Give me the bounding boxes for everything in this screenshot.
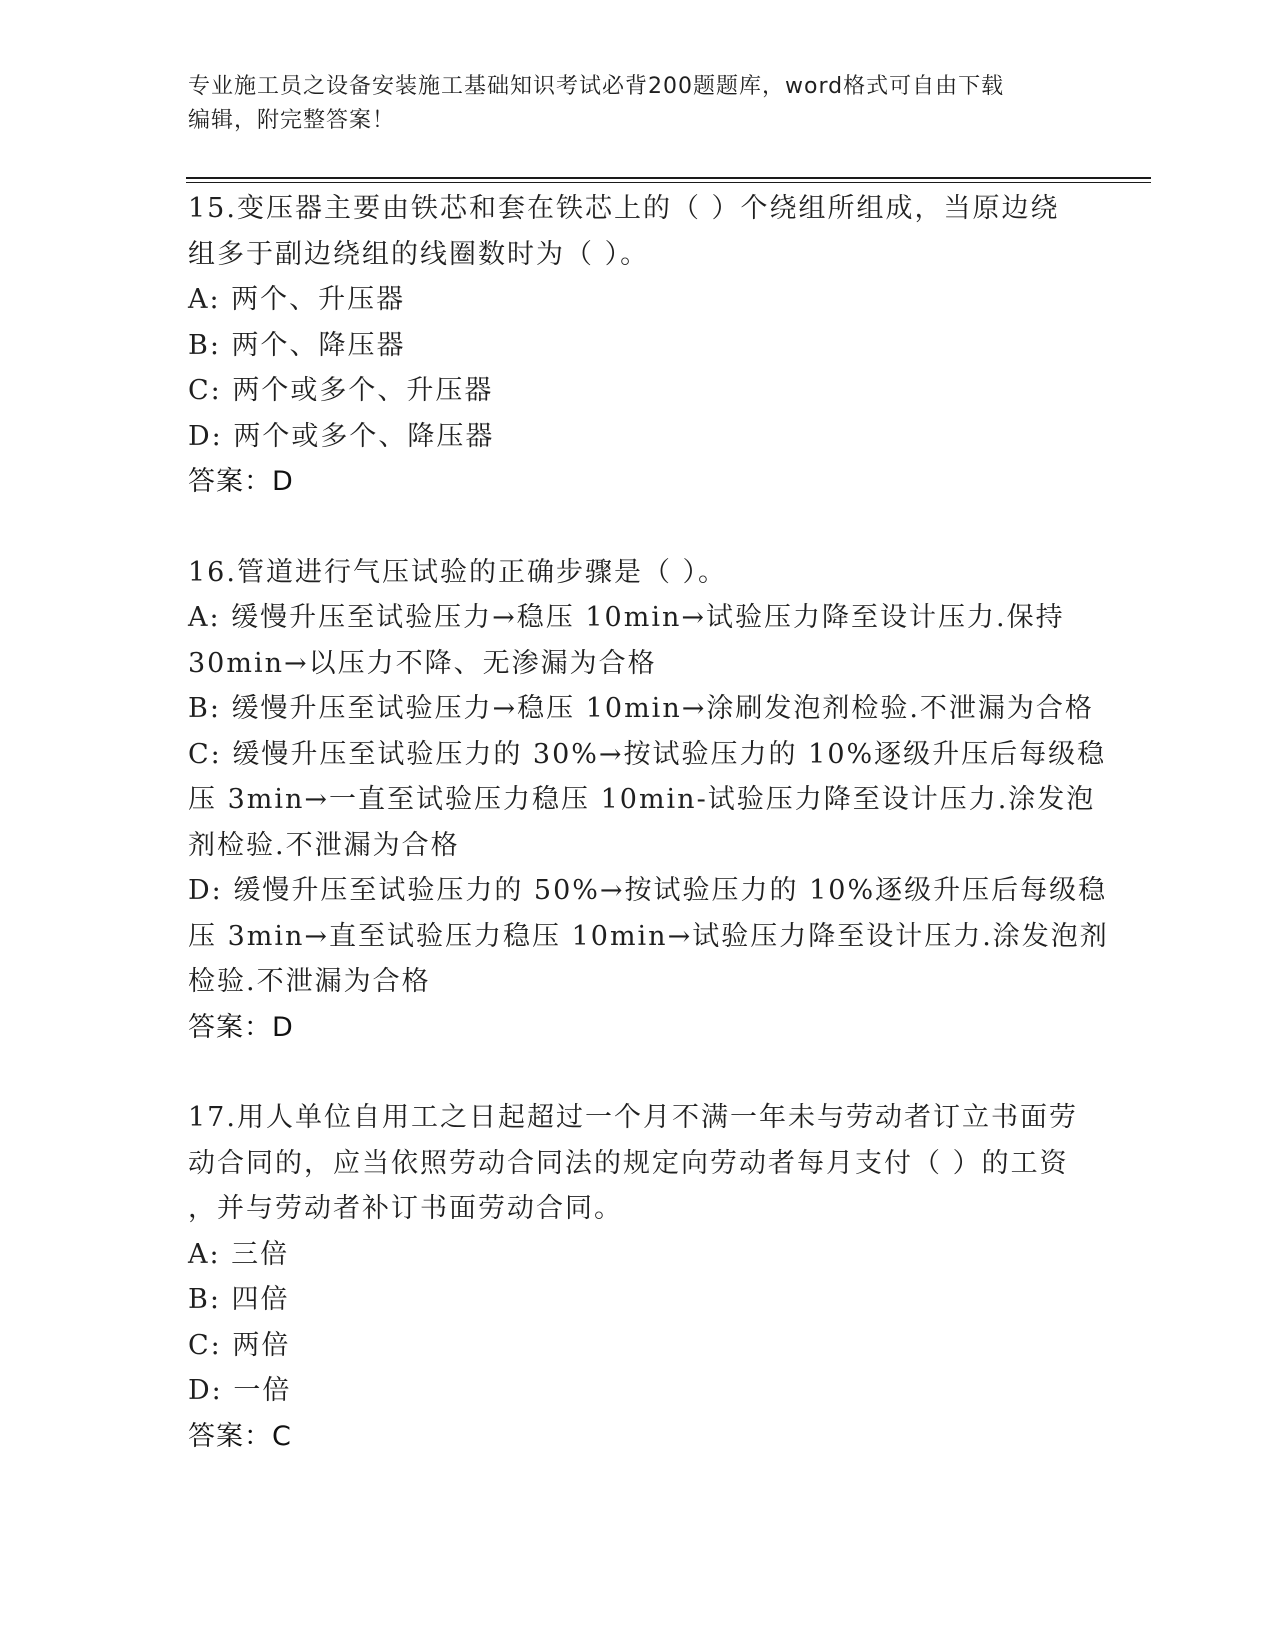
question-16 <box>188 550 1109 1051</box>
question-stem-line: 动合同的，应当依照劳动合同法的规定向劳动者每月支付（ ）的工资 <box>188 1147 1069 1179</box>
option-b: B: 两个、降压器 <box>188 329 406 361</box>
header-line-2: 编辑，附完整答案！ <box>188 108 396 133</box>
question-stem-line: 17.用人单位自用工之日起超过一个月不满一年未与劳动者订立书面劳 <box>188 1102 1078 1133</box>
question-stem-line: 组多于副边绕组的线圈数时为（ ）。 <box>188 238 650 270</box>
option-c-continuation: 剂检验.不泄漏为合格 <box>188 829 460 861</box>
document-header <box>188 70 1068 138</box>
option-d: D: 两个或多个、降压器 <box>188 420 495 452</box>
option-d: D: 一倍 <box>188 1375 292 1406</box>
option-b: B: 缓慢升压至试验压力→稳压 10min→涂刷发泡剂检验.不泄漏为合格 <box>188 693 1094 724</box>
option-d-continuation: 检验.不泄漏为合格 <box>188 966 431 997</box>
option-c: C: 两倍 <box>188 1329 291 1361</box>
question-stem-line: 16.管道进行气压试验的正确步骤是（ ）。 <box>188 556 728 588</box>
question-list <box>188 186 1109 1459</box>
option-a: A: 缓慢升压至试验压力→稳压 10min→试验压力降至设计压力.保持 <box>188 602 1065 633</box>
question-15 <box>188 186 1088 505</box>
question-stem-line: 15.变压器主要由铁芯和套在铁芯上的（ ）个绕组所组成，当原边绕 <box>188 193 1060 224</box>
answer-label: 答案：D <box>188 1011 294 1043</box>
option-d: D: 缓慢升压至试验压力的 50%→按试验压力的 10%逐级升压后每级稳 <box>188 875 1108 906</box>
header-divider-thin <box>186 182 1151 183</box>
header-divider-thick <box>186 177 1151 179</box>
option-b: B: 四倍 <box>188 1284 290 1315</box>
option-c: C: 缓慢升压至试验压力的 30%→按试验压力的 10%逐级升压后每级稳 <box>188 738 1107 770</box>
header-line-1: 专业施工员之设备安装施工基础知识考试必背200题题库，word格式可自由下载 <box>188 74 1005 99</box>
option-a-continuation: 30min→以压力不降、无渗漏为合格 <box>188 647 657 679</box>
option-c: C: 两个或多个、升压器 <box>188 375 494 406</box>
answer-label: 答案：C <box>188 1420 292 1452</box>
option-d-continuation: 压 3min→直至试验压力稳压 10min→试验压力降至设计压力.涂发泡剂 <box>188 920 1109 952</box>
option-a: A: 三倍 <box>188 1238 290 1270</box>
question-17 <box>188 1095 1088 1459</box>
answer-label: 答案：D <box>188 466 294 497</box>
question-stem-line: ，并与劳动者补订书面劳动合同。 <box>188 1193 623 1224</box>
option-a: A: 两个、升压器 <box>188 284 406 315</box>
option-c-continuation: 压 3min→一直至试验压力稳压 10min-试验压力降至设计压力.涂发泡 <box>188 784 1096 815</box>
